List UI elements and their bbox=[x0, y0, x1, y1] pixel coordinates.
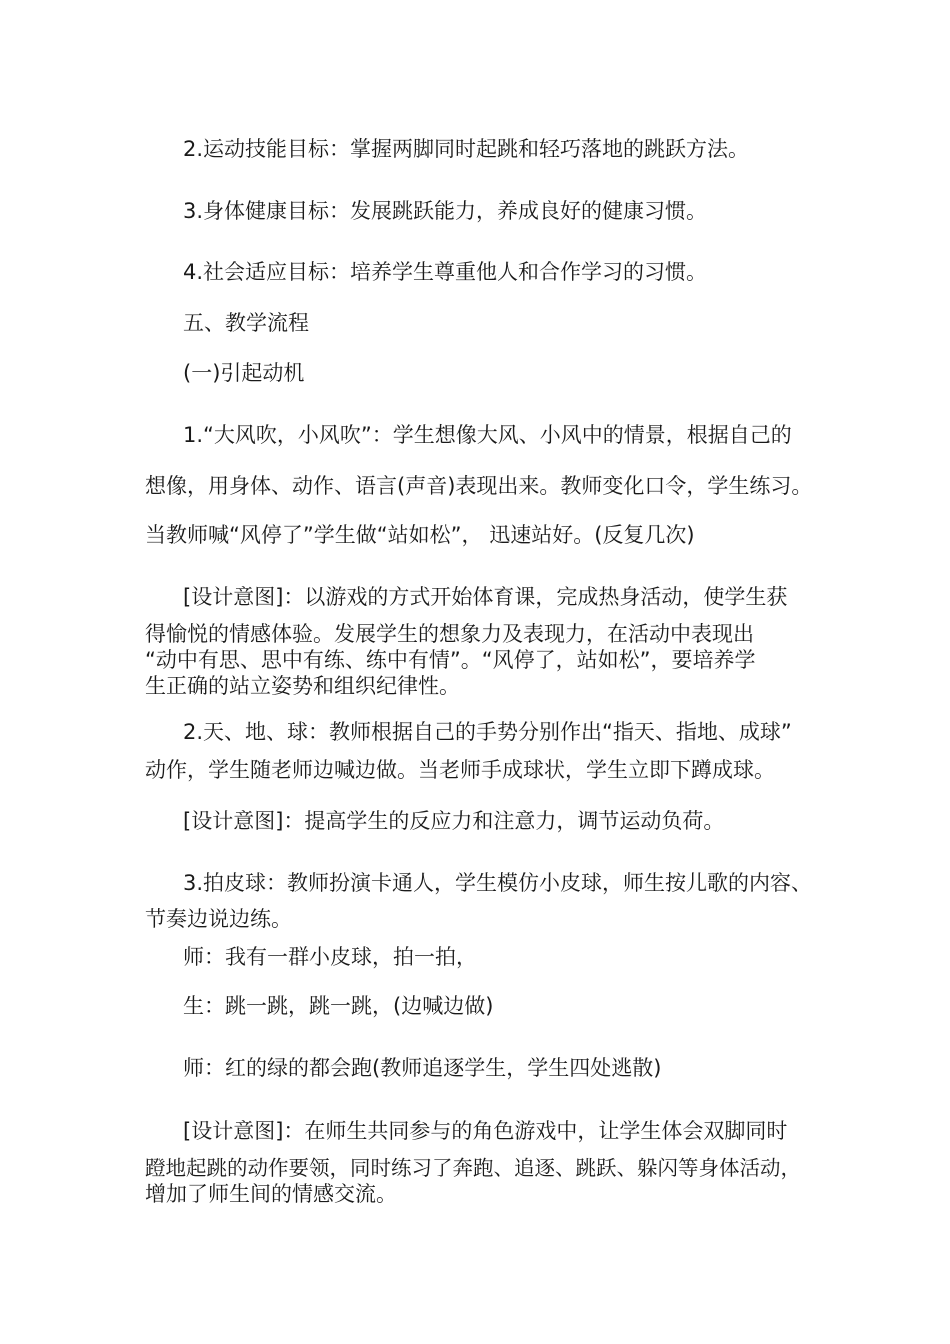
text-line: 当教师喊“风停了”学生做“站如松”， 迅速站好。(反复几次) bbox=[145, 523, 695, 547]
text-line: 得愉悦的情感体验。发展学生的想象力及表现力，在活动中表现出 bbox=[145, 622, 754, 646]
text-line: 蹬地起跳的动作要领，同时练习了奔跑、追逐、跳跃、躲闪等身体活动， bbox=[145, 1156, 801, 1180]
goal-4-paragraph: 4.社会适应目标：培养学生尊重他人和合作学习的习惯。 bbox=[183, 260, 708, 284]
text-line: 想像，用身体、动作、语言(声音)表现出来。教师变化口令，学生练习。 bbox=[145, 474, 813, 498]
text-line: 3.拍皮球：教师扮演卡通人，学生模仿小皮球，师生按儿歌的内容、 bbox=[183, 871, 813, 895]
subsection-heading: (一)引起动机 bbox=[183, 361, 305, 385]
text-line: 2.天、地、球：教师根据自己的手势分别作出“指天、指地、成球” bbox=[183, 720, 792, 744]
text-line: 节奏边说边练。 bbox=[145, 907, 292, 931]
dialogue-line: 师：我有一群小皮球，拍一拍， bbox=[183, 945, 477, 969]
dialogue-line: 师：红的绿的都会跑(教师追逐学生，学生四处逃散) bbox=[183, 1056, 662, 1080]
text-line: “动中有思、思中有练、练中有情”。“风停了，站如松”，要培养学 bbox=[145, 648, 756, 672]
design-intent-2-paragraph: [设计意图]：提高学生的反应力和注意力，调节运动负荷。 bbox=[183, 809, 725, 833]
text-line: [设计意图]：以游戏的方式开始体育课，完成热身活动，使学生获 bbox=[183, 585, 788, 609]
dialogue-line: 生：跳一跳，跳一跳，(边喊边做) bbox=[183, 994, 494, 1018]
section-heading: 五、教学流程 bbox=[183, 311, 309, 335]
goal-3-paragraph: 3.身体健康目标：发展跳跃能力，养成良好的健康习惯。 bbox=[183, 199, 708, 223]
text-line: 动作，学生随老师边喊边做。当老师手成球状，学生立即下蹲成球。 bbox=[145, 758, 775, 782]
text-line: 1.“大风吹，小风吹”：学生想像大风、小风中的情景，根据自己的 bbox=[183, 423, 792, 447]
text-line: [设计意图]：在师生共同参与的角色游戏中，让学生体会双脚同时 bbox=[183, 1119, 788, 1143]
goal-2-paragraph: 2.运动技能目标：掌握两脚同时起跳和轻巧落地的跳跃方法。 bbox=[183, 137, 750, 161]
text-line: 增加了师生间的情感交流。 bbox=[145, 1182, 397, 1206]
text-line: 生正确的站立姿势和组织纪律性。 bbox=[145, 674, 460, 698]
